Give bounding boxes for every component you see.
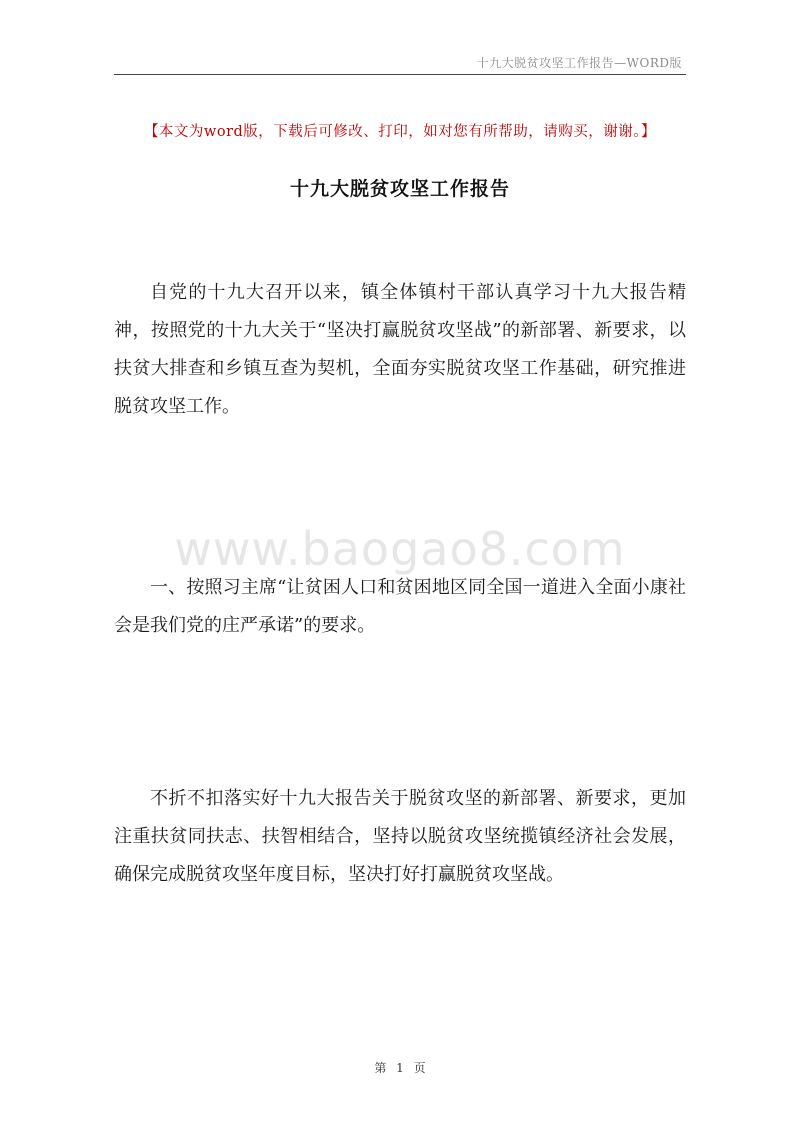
page-number: 1 xyxy=(396,1061,404,1075)
footer-suffix: 页 xyxy=(413,1061,426,1075)
running-header: 十九大脱贫攻坚工作报告—WORD版 xyxy=(476,56,682,70)
download-notice: 【本文为word版，下载后可修改、打印，如对您有所帮助，请购买，谢谢。】 xyxy=(143,124,657,140)
page-footer xyxy=(0,1059,800,1076)
document-title: 十九大脱贫攻坚工作报告 xyxy=(289,178,510,200)
footer-prefix: 第 xyxy=(374,1061,387,1075)
watermark: www.baogao8.com xyxy=(174,522,626,576)
paragraph-intro: 自党的十九大召开以来，镇全体镇村干部认真学习十九大报告精神，按照党的十九大关于“坚决打赢脱贫攻坚战”的新部署、新要求，以扶贫大排查和乡镇互查为契机，全面夯实脱贫攻坚工作基础，研究推进脱贫攻坚工作。 xyxy=(114,282,686,417)
paragraph-implementation: 不折不扣落实好十九大报告关于脱贫攻坚的新部署、新要求，更加注重扶贫同扶志、扶智相结合，坚持以脱贫攻坚统揽镇经济社会发展，确保完成脱贫攻坚年度目标，坚决打好打赢脱贫攻坚战。 xyxy=(114,788,686,885)
paragraph-section-one: 一、按照习主席“让贫困人口和贫困地区同全国一道进入全面小康社会是我们党的庄严承诺”的要求。 xyxy=(114,577,686,636)
header-divider xyxy=(114,74,686,75)
